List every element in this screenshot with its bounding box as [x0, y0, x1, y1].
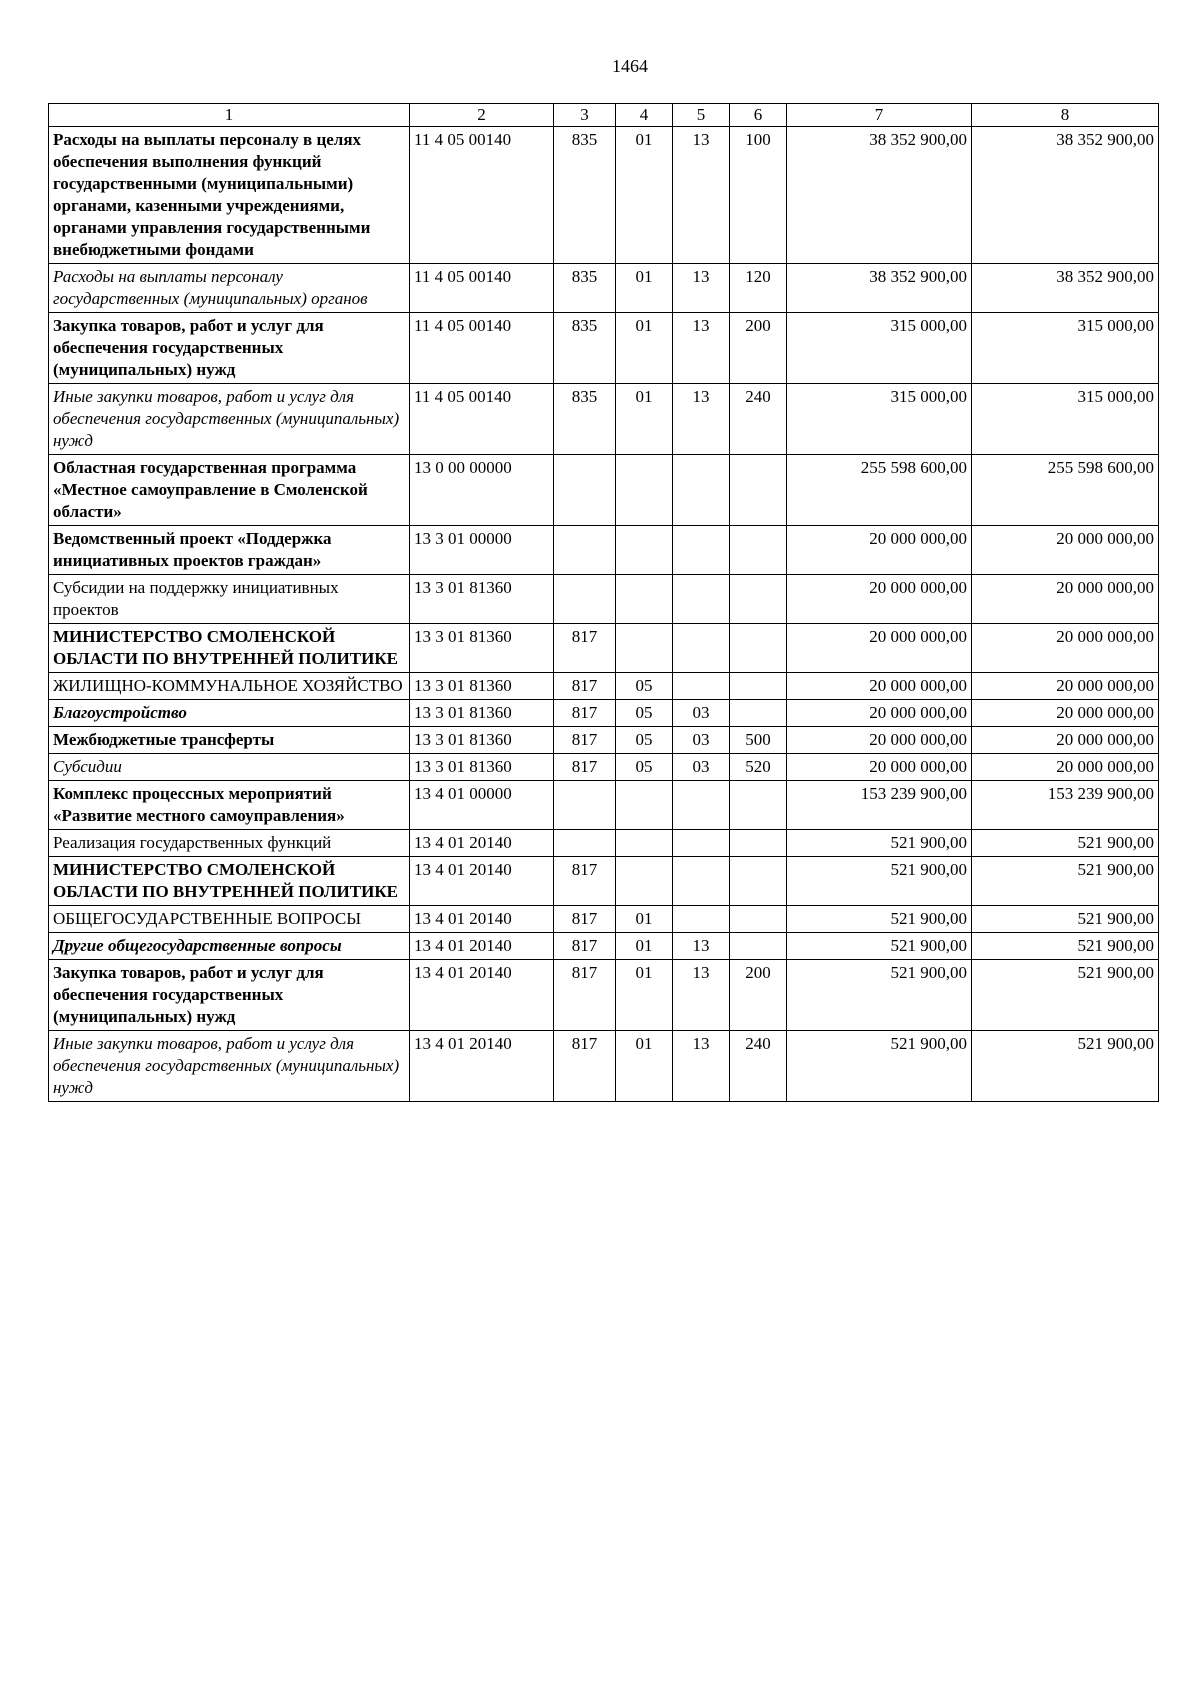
table-row [49, 127, 1159, 264]
table-header-row [49, 104, 1159, 127]
table-row [49, 624, 1159, 673]
row-code: 13 3 01 81360 [410, 727, 554, 754]
row-col3: 817 [554, 933, 616, 960]
row-name: Субсидии на поддержку инициативных проектов [49, 575, 410, 624]
row-col3: 817 [554, 624, 616, 673]
row-col5: 13 [673, 313, 730, 384]
row-name: Другие общегосударственные вопросы [49, 933, 410, 960]
row-amount-8: 521 900,00 [972, 960, 1159, 1031]
row-col6: 240 [730, 1031, 787, 1102]
row-code: 11 4 05 00140 [410, 384, 554, 455]
row-col6 [730, 455, 787, 526]
row-name: Ведомственный проект «Поддержка инициативных проектов граждан» [49, 526, 410, 575]
row-amount-8: 521 900,00 [972, 857, 1159, 906]
row-col6: 200 [730, 313, 787, 384]
row-col3 [554, 781, 616, 830]
row-amount-7: 521 900,00 [787, 1031, 972, 1102]
row-name: Расходы на выплаты персоналу в целях обеспечения выполнения функций государственными (муниципальными) органами, казенными учреждениями, органами управления государственными внебюджетными фондами [49, 127, 410, 264]
row-amount-8: 255 598 600,00 [972, 455, 1159, 526]
row-amount-8: 521 900,00 [972, 906, 1159, 933]
row-col3: 835 [554, 384, 616, 455]
row-code: 13 4 01 20140 [410, 1031, 554, 1102]
row-col3: 817 [554, 727, 616, 754]
table-row [49, 830, 1159, 857]
row-name: Субсидии [49, 754, 410, 781]
row-code: 13 4 01 20140 [410, 906, 554, 933]
row-code: 11 4 05 00140 [410, 127, 554, 264]
row-col6: 100 [730, 127, 787, 264]
row-amount-8: 20 000 000,00 [972, 575, 1159, 624]
row-amount-8: 521 900,00 [972, 933, 1159, 960]
row-col3: 817 [554, 857, 616, 906]
row-col4: 01 [616, 933, 673, 960]
row-amount-8: 20 000 000,00 [972, 526, 1159, 575]
table-row [49, 754, 1159, 781]
row-col4: 05 [616, 673, 673, 700]
row-code: 11 4 05 00140 [410, 313, 554, 384]
row-col3: 817 [554, 906, 616, 933]
row-col4 [616, 455, 673, 526]
row-code: 13 3 01 81360 [410, 754, 554, 781]
row-col6: 200 [730, 960, 787, 1031]
row-col5: 03 [673, 754, 730, 781]
row-amount-7: 20 000 000,00 [787, 754, 972, 781]
page-number: 1464 [612, 56, 648, 76]
column-header: 6 [730, 104, 787, 127]
row-name: Благоустройство [49, 700, 410, 727]
row-col5 [673, 830, 730, 857]
row-col4 [616, 830, 673, 857]
row-col5 [673, 906, 730, 933]
row-col3: 817 [554, 1031, 616, 1102]
row-code: 13 4 01 20140 [410, 960, 554, 1031]
row-col5 [673, 624, 730, 673]
row-col4: 05 [616, 754, 673, 781]
row-amount-7: 521 900,00 [787, 933, 972, 960]
row-amount-8: 521 900,00 [972, 1031, 1159, 1102]
table-row [49, 960, 1159, 1031]
row-col6: 120 [730, 264, 787, 313]
row-code: 13 3 01 81360 [410, 700, 554, 727]
row-amount-8: 20 000 000,00 [972, 727, 1159, 754]
row-amount-7: 255 598 600,00 [787, 455, 972, 526]
row-col5: 13 [673, 960, 730, 1031]
row-col4: 01 [616, 960, 673, 1031]
row-col3: 835 [554, 264, 616, 313]
row-col6 [730, 830, 787, 857]
column-header: 4 [616, 104, 673, 127]
row-col3 [554, 575, 616, 624]
row-name: Расходы на выплаты персоналу государственных (муниципальных) органов [49, 264, 410, 313]
row-name: МИНИСТЕРСТВО СМОЛЕНСКОЙ ОБЛАСТИ ПО ВНУТРЕННЕЙ ПОЛИТИКЕ [49, 624, 410, 673]
row-col5 [673, 857, 730, 906]
row-col3 [554, 526, 616, 575]
row-col3 [554, 830, 616, 857]
row-amount-7: 38 352 900,00 [787, 127, 972, 264]
column-header: 7 [787, 104, 972, 127]
table-row [49, 781, 1159, 830]
row-name: Закупка товаров, работ и услуг для обеспечения государственных (муниципальных) нужд [49, 313, 410, 384]
table-row [49, 673, 1159, 700]
row-col6: 520 [730, 754, 787, 781]
row-col6 [730, 526, 787, 575]
column-header: 5 [673, 104, 730, 127]
row-code: 13 0 00 00000 [410, 455, 554, 526]
row-col4: 01 [616, 906, 673, 933]
row-amount-7: 20 000 000,00 [787, 624, 972, 673]
row-code: 13 3 01 00000 [410, 526, 554, 575]
row-col4 [616, 624, 673, 673]
row-col4: 01 [616, 264, 673, 313]
table-row [49, 933, 1159, 960]
row-col6 [730, 857, 787, 906]
row-code: 13 4 01 20140 [410, 830, 554, 857]
table-body [49, 127, 1159, 1102]
row-col5: 03 [673, 700, 730, 727]
row-col4 [616, 575, 673, 624]
row-code: 13 3 01 81360 [410, 673, 554, 700]
row-code: 13 4 01 20140 [410, 857, 554, 906]
row-col6: 240 [730, 384, 787, 455]
row-name: Иные закупки товаров, работ и услуг для обеспечения государственных (муниципальных) нужд [49, 384, 410, 455]
row-col6 [730, 575, 787, 624]
row-amount-8: 20 000 000,00 [972, 673, 1159, 700]
row-col5: 13 [673, 127, 730, 264]
row-col6: 500 [730, 727, 787, 754]
row-col5: 03 [673, 727, 730, 754]
table-row [49, 857, 1159, 906]
row-amount-7: 521 900,00 [787, 906, 972, 933]
row-amount-8: 315 000,00 [972, 384, 1159, 455]
row-col3: 835 [554, 313, 616, 384]
row-col5 [673, 455, 730, 526]
row-col4: 05 [616, 700, 673, 727]
row-col4 [616, 857, 673, 906]
row-amount-7: 153 239 900,00 [787, 781, 972, 830]
row-name: Областная государственная программа «Местное самоуправление в Смоленской области» [49, 455, 410, 526]
row-col5: 13 [673, 384, 730, 455]
budget-table [48, 103, 1159, 1102]
column-header: 1 [49, 104, 410, 127]
row-amount-8: 20 000 000,00 [972, 700, 1159, 727]
row-amount-8: 38 352 900,00 [972, 264, 1159, 313]
row-amount-8: 20 000 000,00 [972, 754, 1159, 781]
row-amount-7: 20 000 000,00 [787, 575, 972, 624]
row-col4 [616, 781, 673, 830]
table-row [49, 1031, 1159, 1102]
row-name: ОБЩЕГОСУДАРСТВЕННЫЕ ВОПРОСЫ [49, 906, 410, 933]
row-col5: 13 [673, 264, 730, 313]
table-row [49, 575, 1159, 624]
row-col5 [673, 673, 730, 700]
table-row [49, 455, 1159, 526]
row-col5 [673, 575, 730, 624]
row-col5 [673, 526, 730, 575]
table-row [49, 264, 1159, 313]
row-col3 [554, 455, 616, 526]
row-amount-7: 38 352 900,00 [787, 264, 972, 313]
row-amount-8: 153 239 900,00 [972, 781, 1159, 830]
row-amount-8: 20 000 000,00 [972, 624, 1159, 673]
row-name: Иные закупки товаров, работ и услуг для обеспечения государственных (муниципальных) нужд [49, 1031, 410, 1102]
column-header: 3 [554, 104, 616, 127]
row-col3: 817 [554, 700, 616, 727]
row-amount-7: 20 000 000,00 [787, 700, 972, 727]
row-col3: 817 [554, 960, 616, 1031]
row-col3: 817 [554, 673, 616, 700]
row-amount-8: 38 352 900,00 [972, 127, 1159, 264]
row-amount-7: 20 000 000,00 [787, 673, 972, 700]
row-amount-7: 315 000,00 [787, 384, 972, 455]
table-row [49, 313, 1159, 384]
row-code: 13 3 01 81360 [410, 575, 554, 624]
row-name: Межбюджетные трансферты [49, 727, 410, 754]
table-row [49, 727, 1159, 754]
row-col6 [730, 624, 787, 673]
row-code: 13 3 01 81360 [410, 624, 554, 673]
row-amount-8: 315 000,00 [972, 313, 1159, 384]
row-col5: 13 [673, 933, 730, 960]
row-col5 [673, 781, 730, 830]
row-name: Комплекс процессных мероприятий «Развитие местного самоуправления» [49, 781, 410, 830]
table-row [49, 526, 1159, 575]
row-col4: 05 [616, 727, 673, 754]
row-col4: 01 [616, 384, 673, 455]
row-col6 [730, 906, 787, 933]
row-amount-7: 315 000,00 [787, 313, 972, 384]
row-code: 13 4 01 00000 [410, 781, 554, 830]
row-code: 13 4 01 20140 [410, 933, 554, 960]
row-col5: 13 [673, 1031, 730, 1102]
row-amount-7: 521 900,00 [787, 960, 972, 1031]
row-col3: 835 [554, 127, 616, 264]
row-amount-7: 521 900,00 [787, 857, 972, 906]
row-col3: 817 [554, 754, 616, 781]
row-amount-8: 521 900,00 [972, 830, 1159, 857]
row-col6 [730, 781, 787, 830]
row-col6 [730, 700, 787, 727]
row-col4: 01 [616, 127, 673, 264]
row-name: ЖИЛИЩНО-КОММУНАЛЬНОЕ ХОЗЯЙСТВО [49, 673, 410, 700]
table-row [49, 700, 1159, 727]
row-name: Закупка товаров, работ и услуг для обеспечения государственных (муниципальных) нужд [49, 960, 410, 1031]
row-col4: 01 [616, 313, 673, 384]
row-name: Реализация государственных функций [49, 830, 410, 857]
row-col6 [730, 933, 787, 960]
column-header: 8 [972, 104, 1159, 127]
row-amount-7: 20 000 000,00 [787, 526, 972, 575]
row-col4 [616, 526, 673, 575]
row-code: 11 4 05 00140 [410, 264, 554, 313]
table-row [49, 384, 1159, 455]
column-header: 2 [410, 104, 554, 127]
row-col6 [730, 673, 787, 700]
row-name: МИНИСТЕРСТВО СМОЛЕНСКОЙ ОБЛАСТИ ПО ВНУТРЕННЕЙ ПОЛИТИКЕ [49, 857, 410, 906]
row-col4: 01 [616, 1031, 673, 1102]
row-amount-7: 20 000 000,00 [787, 727, 972, 754]
table-row [49, 906, 1159, 933]
row-amount-7: 521 900,00 [787, 830, 972, 857]
